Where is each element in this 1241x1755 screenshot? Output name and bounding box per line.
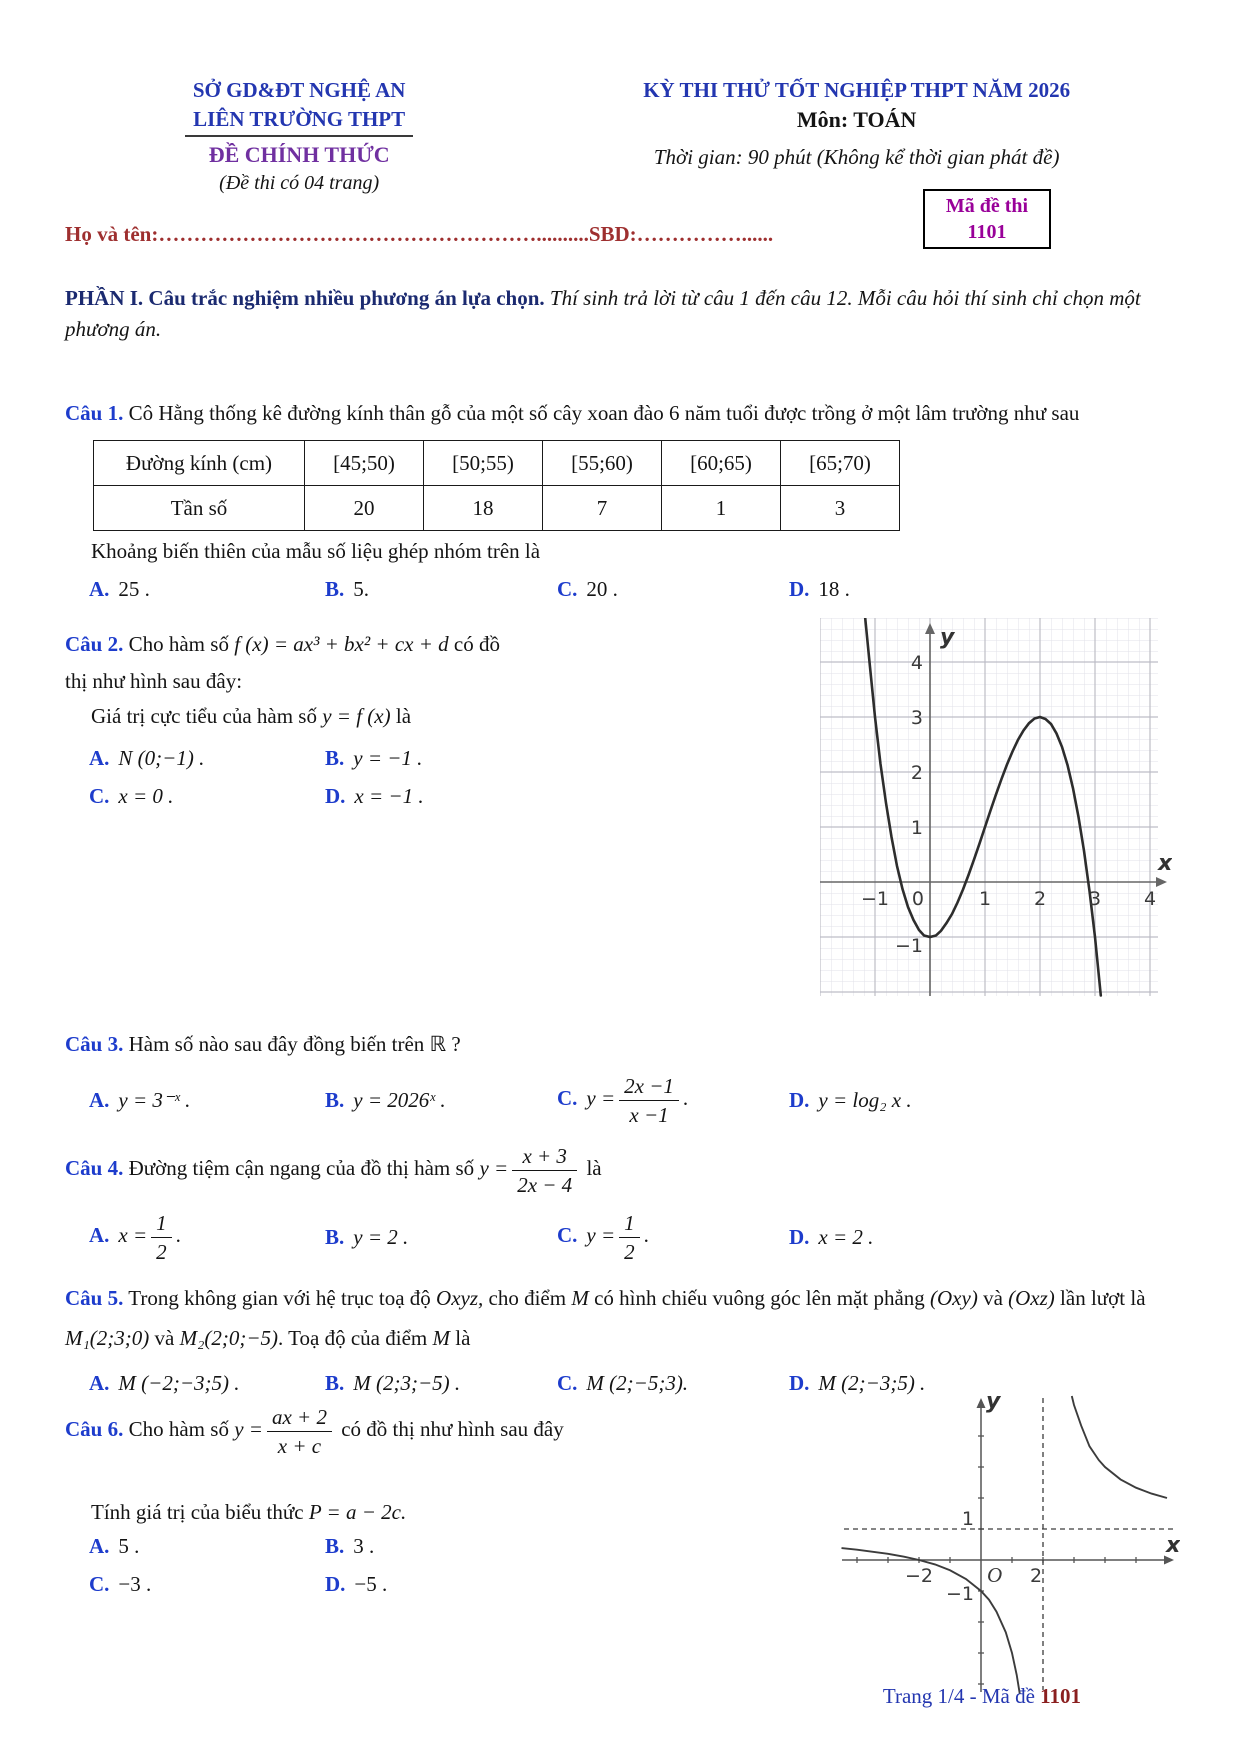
y-tick-1: 1 [961, 1507, 974, 1530]
q5-label: Câu 5. [65, 1285, 124, 1310]
footer-page: Trang 1/4 - Mã đề [882, 1684, 1041, 1708]
axis-ticks [857, 1405, 1136, 1684]
y-tick-3: 3 [910, 707, 923, 729]
q3-text: Hàm số nào sau đây đồng biến trên ℝ ? [123, 1032, 461, 1056]
q2-question: Giá trị cực tiểu của hàm số y = f (x) là [91, 704, 412, 728]
q2-label: Câu 2. [65, 632, 124, 656]
table-cell: 1 [662, 486, 781, 531]
table-cell: Tần số [94, 486, 305, 531]
table-row [94, 441, 900, 486]
table-cell: [60;65) [662, 441, 781, 486]
q3-option-a: A. y = 3⁻ˣ . [89, 1088, 191, 1113]
q3-option-c: C. y = $\frac{2x -1}{x -1}$ . [557, 1074, 689, 1128]
table-row [94, 486, 900, 531]
y-axis-label: y [940, 625, 955, 650]
q1-option-a: A. 25 . [89, 577, 150, 601]
q3-label: Câu 3. [65, 1032, 124, 1056]
question-6 [65, 1404, 710, 1708]
x-tick-1: 1 [978, 888, 992, 910]
q1-label: Câu 1. [65, 401, 124, 425]
question-2 [65, 618, 710, 1004]
q4-option-d: D. x = 2 . [789, 1224, 874, 1249]
x-tick-m1: −1 [860, 888, 890, 910]
q6-option-c: C. −3 . [89, 1572, 152, 1597]
x-tick-0: 0 [911, 888, 924, 910]
table-cell: [65;70) [781, 441, 900, 486]
fraction: $\frac{x + 3}{2x - 4}$ [512, 1143, 577, 1197]
header [65, 76, 1180, 198]
exam-subject: Môn: TOÁN [796, 107, 917, 132]
q5-option-a: A. M (−2;−3;5) . [89, 1370, 240, 1395]
pages-note: (Đề thi có 04 trang) [219, 172, 380, 194]
q2-statement-line2: thị như hình sau đây: [65, 669, 243, 693]
school-name: LIÊN TRƯỜNG THPT [65, 105, 533, 137]
x-axis-arrow [1156, 877, 1167, 887]
table-cell: [45;50) [305, 441, 424, 486]
hyperbola-right-branch [1072, 1396, 1167, 1498]
y-tick-2: 2 [910, 762, 923, 784]
table-cell: 7 [543, 486, 662, 531]
cubic-function-graph [820, 618, 1172, 998]
y-tick-4: 4 [910, 652, 923, 674]
fraction: $\frac{1}{2}$ [151, 1210, 172, 1264]
x-axis-label: x [1166, 1532, 1180, 1558]
q2-option-b: B. y = −1 . [325, 746, 423, 770]
department-name: SỞ GD&ĐT NGHỆ AN [192, 78, 406, 102]
y-axis-label: y [986, 1389, 1001, 1414]
q6-option-b: B. 3 . [325, 1534, 375, 1559]
question-5: Câu 5. Trong không gian với hệ trục toạ độ Oxyz, cho điểm M có hình chiếu vuông góc lên mặt phẳng (Oxy) và (Oxz) lần lượt là M₁(2;3;0) và M₂(2;0;−5). Toạ độ của điểm M là [65, 1285, 1146, 1350]
x-tick-3: 3 [1088, 888, 1102, 910]
x-tick-m2: −2 [904, 1564, 934, 1587]
y-tick-1: 1 [910, 817, 923, 839]
axes [842, 1400, 1172, 1692]
q4-options [65, 1210, 1180, 1264]
q4-text: Đường tiệm cận ngang của đồ thị hàm số [123, 1156, 480, 1181]
q1-option-b: B. 5. [325, 577, 370, 601]
table-cell: [55;60) [543, 441, 662, 486]
q2-option-d: D. x = −1 . [325, 784, 424, 808]
q2-formula: f (x) = ax³ + bx² + cx + d [234, 632, 449, 656]
table-cell: 20 [305, 486, 424, 531]
footer-code: 1101 [1040, 1684, 1081, 1708]
part1-title: PHẦN I. Câu trắc nghiệm nhiều phương án lựa chọn. [65, 286, 545, 310]
question-2-row [65, 618, 1180, 1004]
q6-statement: Câu 6. Cho hàm số y = $\frac{ax + 2}{x + c}$ có đồ thị như hình sau đây [65, 1404, 564, 1458]
q2-option-a: A. N (0;−1) . [89, 746, 205, 770]
q5-option-d: D. M (2;−3;5) . [789, 1370, 926, 1395]
q6-label: Câu 6. [65, 1416, 124, 1441]
q6-graph-container [836, 1390, 1180, 1708]
x-tick-2: 2 [1033, 888, 1047, 910]
part1-note: Thí sinh trả lời từ câu 1 đến câu 12. Mỗi câu hỏi thí sinh chỉ chọn một phương án. [65, 286, 1141, 341]
q1-options [65, 574, 1180, 604]
fraction: $\frac{1}{2}$ [619, 1210, 640, 1264]
x-tick-4: 4 [1143, 888, 1157, 910]
q6-options-row1 [65, 1531, 710, 1561]
q2-options-row2 [65, 781, 710, 811]
q4-option-b: B. y = 2 . [325, 1224, 409, 1249]
q2-option-c: C. x = 0 . [89, 784, 174, 808]
table-cell: 18 [424, 486, 543, 531]
question-3 [65, 1026, 1180, 1063]
exam-title: KỲ THI THỬ TỐT NGHIỆP THPT NĂM 2026 [643, 78, 1071, 102]
fraction: $\frac{ax + 2}{x + c}$ [267, 1404, 332, 1458]
fraction: $\frac{2x -1}{x -1}$ [619, 1073, 679, 1127]
exam-duration: Thời gian: 90 phút (Không kể thời gian phát đề) [653, 145, 1060, 169]
origin-label: O [987, 1562, 1003, 1587]
part1-heading-par [65, 283, 1180, 345]
exam-code-box [923, 189, 1051, 249]
q1-option-c: C. 20 . [557, 577, 618, 601]
q2-statement: Câu 2. Cho hàm số f (x) = ax³ + bx² + cx + d có đồ thị như hình sau đây: [65, 632, 500, 693]
question-4: Câu 4. Đường tiệm cận ngang của đồ thị hàm số y = $\frac{x + 3}{2x - 4}$ là [65, 1144, 602, 1198]
q4-option-a: A. x = $\frac{1}{2}$ . [89, 1210, 181, 1264]
q4-label: Câu 4. [65, 1156, 124, 1181]
table-cell: [50;55) [424, 441, 543, 486]
q6-option-d: D. −5 . [325, 1572, 388, 1597]
q1-text: Cô Hằng thống kê đường kính thân gỗ của một số cây xoan đào 6 năm tuổi được trồng ở một lâm trường như sau [123, 401, 1080, 425]
q6-question: Tính giá trị của biểu thức P = a − 2c. [91, 1500, 407, 1525]
y-tick-m1: −1 [945, 1582, 974, 1605]
hyperbola-graph [836, 1390, 1180, 1702]
q6-option-a: A. 5 . [89, 1534, 140, 1559]
q5-option-c: C. M (2;−5;3). [557, 1370, 689, 1395]
q5-option-b: B. M (2;3;−5) . [325, 1370, 461, 1395]
official-exam-label: ĐỀ CHÍNH THỨC [208, 142, 390, 167]
name-sbd-line: Họ và tên:………………………………………………..........SBD:……………...... [65, 222, 774, 246]
q3-options [65, 1073, 1180, 1127]
footer-text [883, 1684, 1081, 1709]
q2-options-row1 [65, 743, 710, 773]
q4-option-c: C. y = $\frac{1}{2}$ . [557, 1210, 649, 1264]
q3-option-b: B. y = 2026ˣ . [325, 1088, 446, 1113]
exam-code-label: Mã đề thi [945, 195, 1029, 217]
header-left [65, 76, 533, 198]
q1-question: Khoảng biến thiên của mẫu số liệu ghép nhóm trên là [91, 539, 541, 563]
table-cell: 3 [781, 486, 900, 531]
x-tick-2: 2 [1029, 1564, 1043, 1587]
x-axis-label: x [1158, 851, 1172, 876]
exam-code-value: 1101 [967, 221, 1007, 243]
q2-graph-container [820, 618, 1172, 1004]
q3-option-d: D. y = log₂ x . [789, 1088, 912, 1113]
y-axis-arrow [977, 1398, 986, 1408]
q6-options-row2 [65, 1569, 710, 1599]
page-content [65, 76, 1180, 1708]
q1-option-d: D. 18 . [789, 577, 850, 601]
header-right [533, 76, 1180, 198]
table-cell: Đường kính (cm) [94, 441, 305, 486]
q1-frequency-table [93, 440, 900, 531]
y-tick-m1: −1 [894, 935, 923, 957]
question-6-row [65, 1389, 1180, 1708]
question-1 [65, 395, 1180, 432]
